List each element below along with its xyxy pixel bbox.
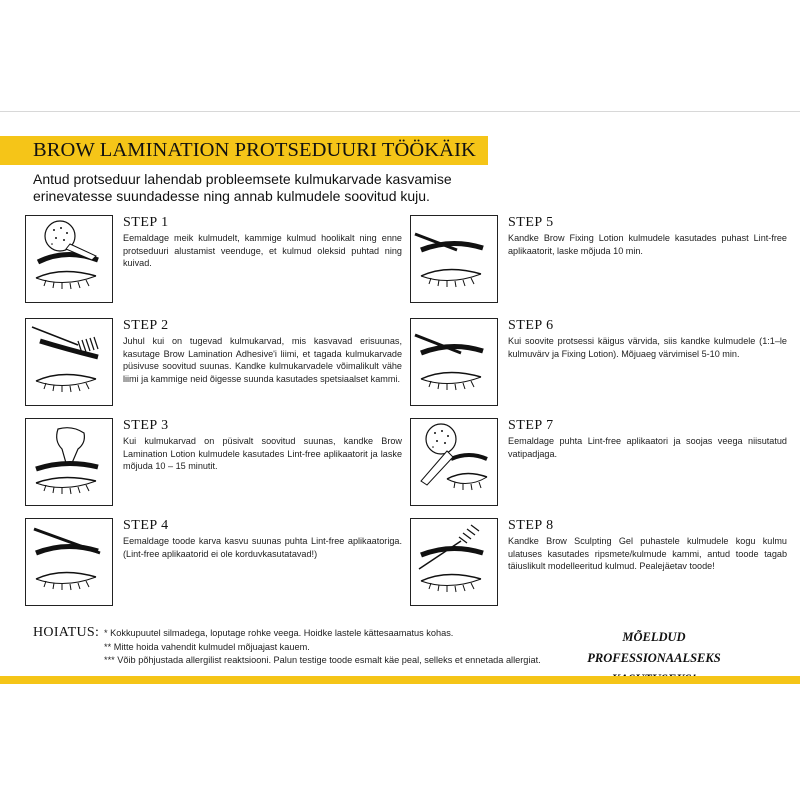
step-2 [25,318,415,408]
warning-line: ** Mitte hoida vahendit kulmudel mõjuajast kauem. [104,641,310,652]
step-text: Eemaldage puhta Lint-free aplikaatori ja soojas veega niisutatud vatipadjaga. [508,436,787,459]
warning-line: * Kokkupuutel silmadega, loputage rohke veega. Hoidke lastele kättesaamatus kohas. [104,628,454,638]
step-label: STEP 8 [508,518,554,533]
warning-list [104,627,541,668]
spoolie-brush-icon [25,318,113,406]
step-text: Eemaldage meik kulmudelt, kammige kulmud hoolikalt ning enne protseduuri alustamist veenduge, et kulmud oleksid puhtad ning kuivad. [123,233,402,268]
cotton-pad-icon [410,418,498,506]
bottom-band [0,676,800,684]
step-label: STEP 2 [123,318,169,333]
step-text: Juhul kui on tugevad kulmukarvad, mis kasvavad erisuunas, kasutage Brow Lamination Adhesive'i liimi, et tagada kulmukarvade püsivuse soovitud suunas. Kandke kulmukarvadele võimalikult vähe liimi ja kammige neid õigesse suunda kasutades spetsiaalset kammi. [123,336,402,384]
step-text: Eemaldage toode karva kasvu suunas puhta Lint-free aplikaatoriga. (Lint-free aplikaatorid ei ole korduvkasutatavad!) [123,536,402,559]
step-text: Kui soovite protsessi käigus värvida, siis kandke kulmudele (1:1–le kulmuvärv ja Fixing Lotion). Mõjuaeg värvimisel 5-10 min. [508,336,787,359]
applicator-icon [25,518,113,606]
step-1 [25,215,415,305]
step-label: STEP 6 [508,318,554,333]
step-label: STEP 4 [123,518,169,533]
step-text: Kandke Brow Fixing Lotion kulmudele kasutades puhast Lint-free aplikaatorit, laske mõjuda 10 min. [508,233,787,256]
step-8 [410,518,800,608]
lotion-applicator-icon [25,418,113,506]
warning-line: *** Võib põhjustada allergilist reaktsiooni. Palun testige toode esmalt käe peal, selleks et ennetada allergiat. [104,655,541,665]
applicator-icon [410,215,498,303]
step-label: STEP 7 [508,418,554,433]
step-label: STEP 1 [123,215,169,230]
warning-label: HOIATUS: [33,625,100,640]
step-label: STEP 3 [123,418,169,433]
intro-text: Antud protseduur lahendab probleemsete kulmukarvade kasvamise erinevatesse suundadesse ning annab kulmudele soovitud kuju. [33,171,452,204]
page-title: BROW LAMINATION PROTSEDUURI TÖÖKÄIK [33,139,476,161]
step-7 [410,418,800,508]
step-4 [25,518,415,608]
top-divider [0,111,800,112]
step-text: Kui kulmukarvad on püsivalt soovitud suunas, kandke Brow Lamination Lotion kulmudele kasutades Lint-free aplikaatorit ja laske mõjuda 10 – 15 minutit. [123,436,402,471]
spoolie-brush-icon [410,518,498,606]
step-5 [410,215,800,305]
applicator-icon [410,318,498,406]
cleansing-pad-icon [25,215,113,303]
step-6 [410,318,800,408]
step-3 [25,418,415,508]
professional-line: MÕELDUD PROFESSIONAALSEKS [587,630,721,665]
step-label: STEP 5 [508,215,554,230]
step-text: Kandke Brow Sculpting Gel puhastele kulmudele kogu kulmu ulatuses kasutades ripsmete/kulmude kammi, antud toode tagab täiuslikult modelleeritud kulmud. Pealejäetav toode! [508,536,787,571]
